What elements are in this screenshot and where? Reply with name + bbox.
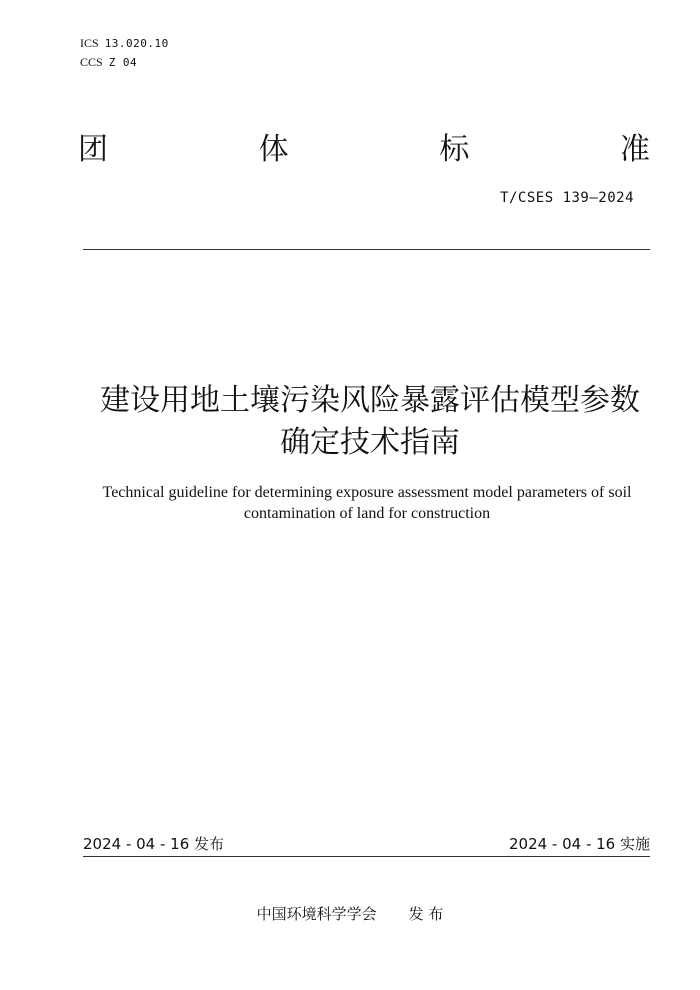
heading-char: 体 [258,132,289,167]
document-type-heading [78,130,650,170]
chinese-title-line: 确定技术指南 [280,425,460,460]
ccs-label: CCS [80,55,103,69]
ccs-value: Z 04 [108,56,138,69]
standard-number: T/CSES 139—2024 [500,190,634,206]
ics-label: ICS [80,36,99,50]
issue-date: 2024 - 04 - 16 发布 [83,835,225,853]
top-divider [83,249,650,250]
english-title [60,482,674,524]
bottom-divider [83,856,650,857]
date-row [83,834,650,854]
publisher-name: 中国环境科学学会 [256,905,377,923]
classification-codes [80,34,169,72]
publisher-action: 发 布 [408,905,444,923]
heading-char: 标 [439,132,470,167]
chinese-title-line: 建设用地土壤污染风险暴露评估模型参数 [100,383,640,418]
ccs-code-row [80,53,169,72]
chinese-title [60,380,680,464]
heading-char: 团 [78,132,108,167]
english-title-line: Technical guideline for determining exposure assessment model parameters of soil [102,484,632,501]
english-title-line: contamination of land for construction [243,505,491,522]
ics-code-row [80,34,169,53]
publisher-line [0,904,700,924]
implementation-date: 2024 - 04 - 16 实施 [508,835,650,853]
heading-char: 准 [619,132,650,167]
ics-value: 13.020.10 [104,37,169,50]
